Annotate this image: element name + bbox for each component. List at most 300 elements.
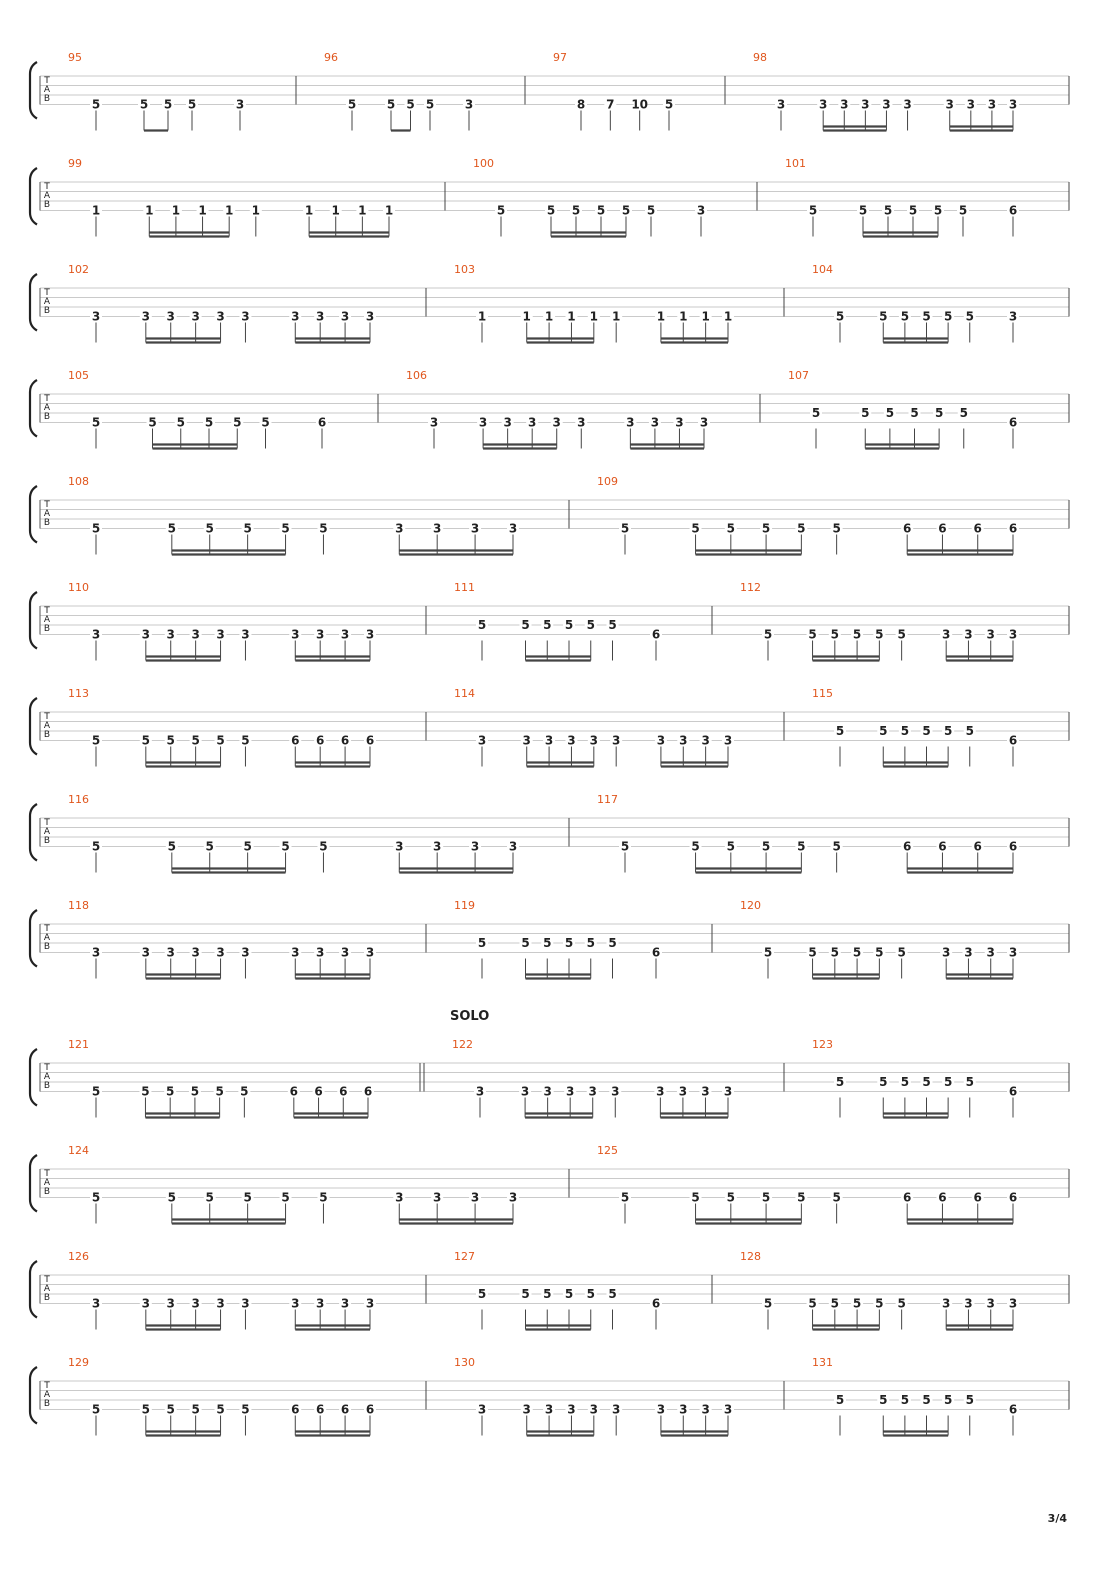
measure-number: 103 [454, 263, 475, 276]
fret-number: 5 [148, 415, 157, 430]
measure-number: 101 [785, 157, 806, 170]
fret-number: 3 [235, 97, 245, 112]
fret-number: 3 [503, 415, 512, 430]
fret-number: 5 [571, 203, 581, 218]
fret-number: 5 [608, 936, 617, 950]
fret-number: 5 [243, 839, 252, 854]
tab-clef-letter: A [43, 827, 51, 837]
fret-number: 5 [797, 1190, 806, 1205]
tab-clef-letter: A [43, 1178, 51, 1188]
fret-number: 3 [166, 945, 175, 960]
measure-number: 112 [740, 581, 761, 594]
fret-number: 6 [1008, 1402, 1018, 1417]
fret-number: 5 [543, 618, 552, 632]
fret-number: 5 [205, 1190, 214, 1205]
fret-number: 5 [922, 1075, 931, 1089]
fret-number: 3 [567, 1402, 576, 1417]
fret-number: 6 [651, 627, 661, 642]
fret-number: 6 [903, 521, 912, 536]
measure-number: 122 [452, 1038, 473, 1051]
fret-number: 3 [91, 945, 101, 960]
fret-number: 3 [395, 521, 404, 536]
fret-number: 1 [225, 203, 234, 218]
fret-number: 5 [191, 733, 200, 748]
tab-clef-letter: A [43, 191, 51, 201]
system-bracket [30, 486, 37, 543]
measure-number: 116 [68, 793, 89, 806]
fret-number: 5 [875, 627, 884, 642]
fret-number: 6 [1008, 839, 1018, 854]
tab-system [30, 687, 1069, 767]
fret-number: 3 [544, 1402, 554, 1417]
measure-number: 127 [454, 1250, 475, 1263]
fret-number: 3 [508, 521, 518, 536]
fret-number: 5 [811, 406, 821, 420]
fret-number: 5 [91, 733, 101, 748]
measure-number: 120 [740, 899, 761, 912]
fret-number: 3 [91, 309, 101, 324]
fret-number: 3 [567, 733, 576, 748]
fret-number: 5 [91, 839, 101, 854]
fret-number: 3 [166, 1296, 175, 1311]
measure-number: 110 [68, 581, 89, 594]
fret-number: 3 [650, 415, 660, 430]
fret-number: 5 [879, 1075, 888, 1089]
fret-number: 5 [319, 839, 328, 854]
fret-number: 5 [879, 309, 888, 324]
tab-clef-letter: B [43, 942, 51, 952]
measure-number: 95 [68, 51, 82, 64]
fret-number: 6 [903, 839, 912, 854]
fret-number: 3 [986, 1296, 995, 1311]
fret-number: 7 [606, 97, 615, 112]
tab-clef-letter: T [44, 500, 50, 510]
tab-clef-letter: T [44, 288, 50, 298]
fret-number: 5 [543, 936, 552, 950]
fret-number: 5 [797, 521, 806, 536]
fret-number: 5 [646, 203, 656, 218]
fret-number: 6 [340, 1402, 350, 1417]
fret-number: 5 [943, 1075, 953, 1089]
tab-system [30, 1250, 1069, 1330]
tab-clef-letter: T [44, 394, 50, 404]
measure-number: 119 [454, 899, 475, 912]
fret-number: 5 [91, 1190, 101, 1205]
fret-number: 6 [340, 733, 350, 748]
fret-number: 3 [508, 839, 518, 854]
fret-number: 5 [166, 1084, 175, 1099]
tab-clef-letter: A [43, 615, 51, 625]
measure-number: 109 [597, 475, 618, 488]
fret-number: 5 [943, 724, 953, 738]
fret-number: 1 [358, 203, 367, 218]
tab-system [30, 157, 1069, 237]
measure-number: 128 [740, 1250, 761, 1263]
fret-number: 3 [544, 733, 554, 748]
fret-number: 3 [656, 733, 666, 748]
fret-number: 3 [508, 1190, 518, 1205]
measure-number: 111 [454, 581, 475, 594]
tab-clef-letter: A [43, 509, 51, 519]
fret-number: 5 [885, 406, 895, 420]
fret-number: 3 [340, 1296, 350, 1311]
tab-clef-letter: B [43, 518, 51, 528]
measure-number: 106 [406, 369, 427, 382]
fret-number: 5 [835, 1075, 845, 1089]
tab-clef-letter: T [44, 1381, 50, 1391]
fret-number: 5 [205, 839, 214, 854]
fret-number: 6 [1008, 415, 1018, 430]
measure-number: 121 [68, 1038, 89, 1051]
fret-number: 3 [241, 945, 250, 960]
fret-number: 5 [933, 203, 943, 218]
fret-number: 5 [620, 839, 630, 854]
measure-number: 124 [68, 1144, 89, 1157]
fret-number: 5 [477, 618, 487, 632]
tab-clef-letter: B [43, 836, 51, 846]
tab-clef-letter: A [43, 1390, 51, 1400]
fret-number: 5 [191, 1402, 200, 1417]
fret-number: 1 [589, 309, 598, 324]
fret-number: 1 [656, 309, 666, 324]
fret-number: 3 [552, 415, 561, 430]
fret-number: 5 [608, 1287, 617, 1301]
measure-number: 130 [454, 1356, 475, 1369]
fret-number: 3 [477, 1402, 487, 1417]
fret-number: 3 [723, 1402, 733, 1417]
fret-number: 5 [861, 406, 870, 420]
tab-clef-letter: B [43, 412, 51, 422]
fret-number: 3 [395, 1190, 404, 1205]
tab-clef-letter: B [43, 1081, 51, 1091]
fret-number: 5 [216, 733, 225, 748]
fret-number: 3 [316, 627, 325, 642]
fret-number: 3 [340, 945, 350, 960]
fret-number: 3 [589, 1402, 598, 1417]
fret-number: 5 [761, 839, 771, 854]
fret-number: 3 [723, 733, 733, 748]
fret-number: 3 [216, 627, 225, 642]
fret-number: 6 [1008, 733, 1018, 748]
fret-number: 5 [691, 521, 700, 536]
fret-number: 3 [987, 97, 997, 112]
fret-number: 5 [943, 1393, 953, 1407]
fret-number: 5 [808, 203, 818, 218]
fret-number: 3 [966, 97, 975, 112]
fret-number: 5 [900, 1075, 910, 1089]
fret-number: 5 [586, 618, 595, 632]
fret-number: 5 [958, 203, 968, 218]
fret-number: 5 [243, 1190, 252, 1205]
fret-number: 6 [317, 415, 327, 430]
fret-number: 5 [691, 839, 700, 854]
fret-number: 5 [832, 839, 841, 854]
tab-clef-letter: B [43, 1399, 51, 1409]
fret-number: 3 [656, 1084, 665, 1099]
fret-number: 3 [478, 415, 488, 430]
system-bracket [30, 1155, 37, 1212]
fret-number: 5 [477, 1287, 487, 1301]
fret-number: 5 [596, 203, 606, 218]
fret-number: 1 [701, 309, 710, 324]
fret-number: 6 [651, 945, 661, 960]
fret-number: 3 [365, 309, 375, 324]
fret-number: 3 [701, 1084, 710, 1099]
fret-number: 3 [1008, 97, 1018, 112]
fret-number: 5 [241, 1402, 250, 1417]
fret-number: 3 [166, 627, 175, 642]
fret-number: 3 [216, 945, 225, 960]
fret-number: 6 [316, 1402, 325, 1417]
fret-number: 3 [141, 627, 150, 642]
tab-system [30, 1356, 1069, 1436]
fret-number: 5 [875, 1296, 884, 1311]
system-bracket [30, 1049, 37, 1106]
fret-number: 3 [903, 97, 912, 112]
fret-number: 5 [141, 733, 150, 748]
system-bracket [30, 592, 37, 649]
fret-number: 5 [564, 1287, 574, 1301]
tab-system [30, 369, 1069, 449]
fret-number: 5 [187, 97, 197, 112]
fret-number: 5 [91, 415, 101, 430]
fret-number: 3 [475, 1084, 485, 1099]
fret-number: 5 [910, 406, 919, 420]
fret-number: 3 [191, 945, 200, 960]
fret-number: 3 [316, 1296, 325, 1311]
fret-number: 3 [964, 1296, 973, 1311]
fret-number: 5 [965, 724, 974, 738]
tab-clef-letter: T [44, 1169, 50, 1179]
fret-number: 6 [365, 1402, 375, 1417]
fret-number: 5 [922, 1393, 931, 1407]
fret-number: 5 [965, 1393, 974, 1407]
fret-number: 3 [433, 1190, 442, 1205]
fret-number: 5 [883, 203, 893, 218]
fret-number: 5 [166, 733, 175, 748]
fret-number: 3 [723, 1084, 733, 1099]
tab-system [30, 899, 1069, 979]
fret-number: 5 [243, 521, 252, 536]
measure-number: 107 [788, 369, 809, 382]
fret-number: 3 [699, 415, 709, 430]
fret-number: 5 [897, 627, 906, 642]
fret-number: 3 [964, 627, 973, 642]
fret-number: 5 [664, 97, 674, 112]
measure-number: 113 [68, 687, 89, 700]
fret-number: 5 [835, 309, 845, 324]
tab-clef-letter: T [44, 1063, 50, 1073]
fret-number: 5 [620, 521, 630, 536]
fret-number: 5 [319, 1190, 328, 1205]
measure-number: 99 [68, 157, 82, 170]
fret-number: 5 [163, 97, 173, 112]
tab-system [30, 581, 1069, 661]
fret-number: 6 [314, 1084, 323, 1099]
fret-number: 5 [922, 309, 931, 324]
fret-number: 3 [626, 415, 635, 430]
fret-number: 5 [241, 733, 250, 748]
fret-number: 6 [651, 1296, 661, 1311]
fret-number: 3 [986, 627, 995, 642]
fret-number: 1 [522, 309, 531, 324]
fret-number: 6 [291, 1402, 300, 1417]
page-number: 3/4 [1047, 1512, 1067, 1525]
fret-number: 1 [384, 203, 394, 218]
fret-number: 5 [726, 839, 735, 854]
fret-number: 3 [942, 1296, 951, 1311]
fret-number: 5 [761, 521, 771, 536]
fret-number: 5 [166, 1402, 175, 1417]
fret-number: 6 [973, 839, 982, 854]
measure-number: 126 [68, 1250, 89, 1263]
fret-number: 5 [858, 203, 868, 218]
tab-clef-letter: T [44, 1275, 50, 1285]
fret-number: 6 [291, 733, 300, 748]
fret-number: 5 [521, 1287, 530, 1301]
fret-number: 3 [840, 97, 849, 112]
fret-number: 3 [241, 627, 250, 642]
fret-number: 5 [832, 1190, 841, 1205]
fret-number: 5 [176, 415, 185, 430]
tab-system [30, 51, 1069, 131]
fret-number: 3 [91, 627, 101, 642]
tab-clef-letter: T [44, 182, 50, 192]
system-bracket [30, 168, 37, 225]
fret-number: 3 [776, 97, 786, 112]
fret-number: 3 [819, 97, 828, 112]
fret-number: 3 [964, 945, 973, 960]
fret-number: 6 [289, 1084, 298, 1099]
fret-number: 8 [576, 97, 586, 112]
fret-number: 3 [464, 97, 474, 112]
fret-number: 5 [830, 1296, 839, 1311]
fret-number: 5 [205, 521, 214, 536]
fret-number: 5 [141, 1084, 150, 1099]
fret-number: 1 [198, 203, 207, 218]
fret-number: 1 [567, 309, 576, 324]
fret-number: 5 [830, 627, 839, 642]
fret-number: 3 [340, 309, 350, 324]
system-bracket [30, 380, 37, 437]
fret-number: 3 [395, 839, 404, 854]
measure-number: 96 [324, 51, 338, 64]
fret-number: 5 [496, 203, 506, 218]
fret-number: 3 [191, 309, 200, 324]
fret-number: 5 [763, 627, 773, 642]
fret-number: 5 [546, 203, 556, 218]
fret-number: 5 [879, 724, 888, 738]
tab-clef-letter: B [43, 306, 51, 316]
fret-number: 3 [696, 203, 706, 218]
fret-number: 3 [166, 309, 175, 324]
fret-number: 3 [701, 733, 710, 748]
fret-number: 6 [1008, 521, 1018, 536]
tab-clef-letter: B [43, 1293, 51, 1303]
fret-number: 3 [577, 415, 586, 430]
fret-number: 3 [141, 309, 150, 324]
fret-number: 5 [835, 724, 845, 738]
tab-system [30, 263, 1069, 343]
fret-number: 3 [656, 1402, 666, 1417]
fret-number: 5 [763, 945, 773, 960]
measure-number: 118 [68, 899, 89, 912]
fret-number: 3 [701, 1402, 710, 1417]
fret-number: 5 [808, 1296, 817, 1311]
tab-clef-letter: T [44, 924, 50, 934]
fret-number: 1 [331, 203, 340, 218]
fret-number: 5 [879, 1393, 888, 1407]
tab-system [30, 475, 1069, 555]
section-label-solo: SOLO [450, 1009, 490, 1024]
fret-number: 5 [586, 1287, 595, 1301]
fret-number: 5 [808, 627, 817, 642]
fret-number: 3 [942, 945, 951, 960]
fret-number: 3 [433, 521, 442, 536]
fret-number: 3 [678, 1084, 688, 1099]
fret-number: 3 [477, 733, 487, 748]
fret-number: 3 [216, 1296, 225, 1311]
fret-number: 5 [959, 406, 968, 420]
fret-number: 5 [832, 521, 841, 536]
fret-number: 5 [830, 945, 839, 960]
fret-number: 5 [204, 415, 214, 430]
fret-number: 5 [908, 203, 918, 218]
fret-number: 3 [429, 415, 439, 430]
fret-number: 5 [965, 309, 974, 324]
fret-number: 1 [251, 203, 260, 218]
tab-clef-letter: T [44, 818, 50, 828]
measure-number: 98 [753, 51, 767, 64]
fret-number: 5 [167, 1190, 176, 1205]
fret-number: 1 [544, 309, 554, 324]
fret-number: 5 [319, 521, 328, 536]
fret-number: 5 [521, 618, 530, 632]
fret-number: 3 [91, 1296, 101, 1311]
fret-number: 3 [945, 97, 954, 112]
tab-clef-letter: A [43, 297, 51, 307]
fret-number: 6 [973, 521, 982, 536]
fret-number: 3 [191, 627, 200, 642]
fret-number: 3 [470, 1190, 480, 1205]
fret-number: 5 [852, 945, 862, 960]
fret-number: 3 [986, 945, 995, 960]
fret-number: 3 [291, 1296, 300, 1311]
fret-number: 5 [922, 724, 931, 738]
fret-number: 5 [934, 406, 944, 420]
fret-number: 5 [620, 1190, 630, 1205]
fret-number: 5 [761, 1190, 771, 1205]
fret-number: 3 [589, 733, 598, 748]
fret-number: 3 [316, 309, 325, 324]
fret-number: 3 [522, 1402, 531, 1417]
system-bracket [30, 1261, 37, 1318]
fret-number: 6 [1008, 203, 1018, 218]
fret-number: 3 [611, 1084, 620, 1099]
measure-number: 100 [473, 157, 494, 170]
fret-number: 5 [965, 1075, 974, 1089]
fret-number: 6 [1008, 1190, 1018, 1205]
fret-number: 6 [903, 1190, 912, 1205]
tab-system [30, 793, 1069, 873]
fret-number: 5 [608, 618, 617, 632]
fret-number: 5 [477, 936, 487, 950]
fret-number: 6 [339, 1084, 348, 1099]
system-bracket [30, 62, 37, 119]
fret-number: 5 [797, 839, 806, 854]
fret-number: 5 [900, 1393, 910, 1407]
fret-number: 5 [897, 1296, 906, 1311]
